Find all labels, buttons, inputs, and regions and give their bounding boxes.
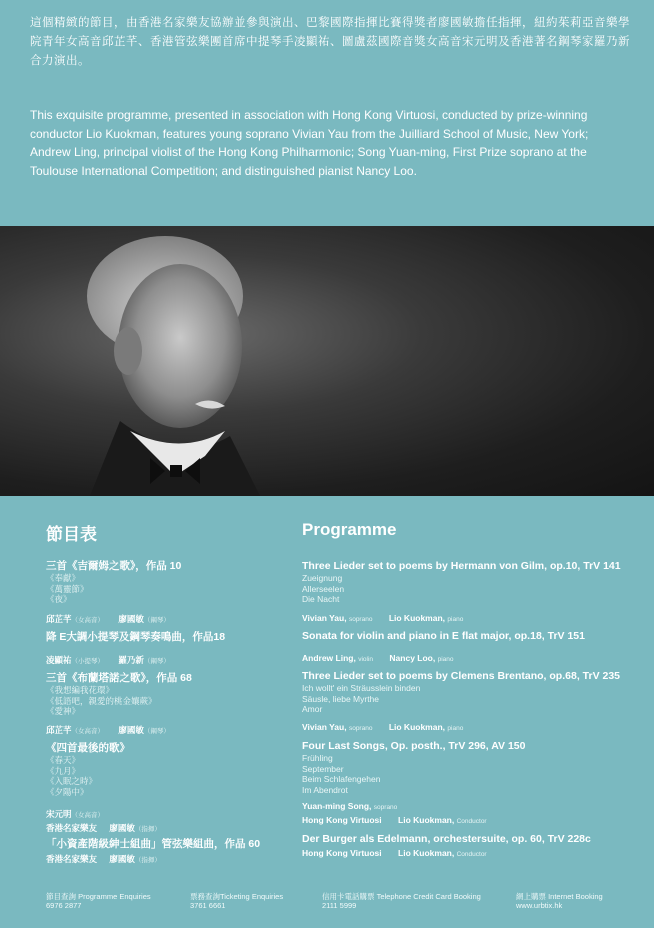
performer-role: violin — [358, 656, 374, 663]
performers-1-zh — [46, 613, 286, 627]
work-title: 三首《布蘭塔諾之歌》，作品 68 — [46, 672, 192, 684]
footer-ticketing-enquiries — [190, 892, 283, 910]
footer-programme-enquiries — [46, 892, 151, 910]
footer-value: 3761 6661 — [190, 901, 226, 910]
work-title: Four Last Songs, Op. posth., TrV 296, AV 150 — [302, 740, 526, 752]
footer-label: 票務查詢Ticketing Enquiries — [190, 892, 284, 901]
programme-chinese — [46, 520, 286, 864]
performers-1-en — [302, 612, 632, 626]
work-3-en — [302, 670, 620, 715]
performers-3-en — [302, 721, 632, 735]
footer-internet-booking — [516, 892, 603, 910]
performer-role: （鋼琴） — [143, 728, 170, 735]
footer-label: 節目查詢 Programme Enquiries — [46, 892, 151, 901]
performer-role: soprano — [348, 725, 373, 732]
performer-role: （指揮） — [134, 857, 161, 864]
performers-2-en — [302, 652, 632, 666]
programme-heading-zh: 節目表 — [46, 525, 97, 544]
performer-role: piano — [447, 616, 464, 623]
work-1-en — [302, 560, 621, 605]
song-item: 《低語吧，親愛的桃金孃蕨》 — [46, 695, 157, 706]
performer-name: Vivian Yau, — [302, 722, 347, 732]
performer-role: （鋼琴） — [143, 658, 170, 665]
song-item: 《我想編我花環》 — [46, 685, 115, 695]
footer-value: 2111 5999 — [322, 901, 357, 910]
song-item: 《春天》 — [46, 755, 81, 765]
portrait-illustration — [0, 226, 654, 496]
performer-name: Lio Kuokman, — [398, 848, 455, 858]
programme-english — [302, 520, 632, 858]
performer-name: 廖國敏 — [109, 854, 135, 864]
work-title: 降 E大調小提琴及鋼琴奏鳴曲，作品18 — [46, 631, 226, 643]
performer-name: 邱芷芊 — [46, 614, 72, 624]
performer-name: 羅乃新 — [118, 655, 144, 665]
footer-value[interactable]: www.urbtix.hk — [516, 901, 563, 910]
performer-role: （女高音） — [71, 728, 105, 735]
programme-heading-en: Programme — [302, 520, 397, 539]
work-4-en — [302, 740, 525, 795]
intro-chinese: 這個精緻的節目，由香港名家樂友協辦並參與演出、巴黎國際指揮比賽得獎者廖國敏擔任指揮，紐約茱莉亞音樂學院青年女高音邱芷芊、香港管弦樂團首席中提琴手凌顯祐、圖盧茲國際音獎女高音宋元明及香港著名鋼琴家羅乃新合力演出。 — [30, 17, 630, 67]
performer-role: （女高音） — [71, 812, 105, 819]
work-title: Three Lieder set to poems by Hermann von Gilm, op.10, TrV 141 — [302, 560, 621, 572]
song-item: Amor — [302, 704, 323, 714]
footer-label: 網上購票 Internet Booking — [516, 892, 603, 901]
song-item: Säusle, liebe Myrthe — [302, 693, 380, 704]
song-item: Ich wollt' ein Sträusslein binden — [302, 683, 421, 693]
performer-role: （指揮） — [134, 826, 161, 833]
performers-2-zh — [46, 654, 286, 668]
performer-name: Hong Kong Virtuosi — [302, 815, 382, 825]
performer-name: Lio Kuokman, — [388, 722, 446, 732]
song-item: 《九月》 — [46, 765, 81, 776]
performers-5-zh — [46, 853, 286, 867]
performer-role: （小提琴） — [71, 658, 105, 665]
performer-name: 凌顯祐 — [46, 655, 72, 665]
performer-name: 香港名家樂友 — [46, 823, 98, 833]
performer-name: 廖國敏 — [118, 725, 144, 735]
performer-name: Andrew Ling, — [302, 653, 356, 663]
intro-english: This exquisite programme, presented in association with Hong Kong Virtuosi, conducted by prize-winning conductor Lio Kuokman, features young soprano Vivian Yau from the Juilliard School of Music, New York; Andrew Ling, principal violist of the Hong Kong Philharmonic; Song Yuan-ming, First Prize soprano at the Toulouse International Competition; and distinguished pianist Nancy Loo. — [30, 108, 589, 178]
song-item: September — [302, 763, 344, 774]
performer-name: Yuan-ming Song, — [302, 801, 372, 811]
song-item: 《萬靈節》 — [46, 583, 89, 594]
song-item: Frühling — [302, 753, 333, 763]
song-item: 《奉獻》 — [46, 573, 81, 583]
song-item: Allerseelen — [302, 583, 345, 594]
performer-role: soprano — [373, 804, 398, 811]
performer-name: Lio Kuokman, — [398, 815, 455, 825]
footer-credit-card-booking — [322, 892, 481, 910]
portrait-photo — [0, 226, 654, 496]
performers-5-en — [302, 847, 632, 861]
song-item: 《夕陽中》 — [46, 786, 89, 797]
performer-name: 廖國敏 — [109, 823, 135, 833]
performer-name: 廖國敏 — [118, 614, 144, 624]
work-4-zh — [46, 742, 130, 797]
work-1-zh — [46, 560, 181, 605]
work-title: Sonata for violin and piano in E flat major, op.18, TrV 151 — [302, 630, 585, 642]
song-item: 《夜》 — [46, 594, 72, 604]
performer-name: Vivian Yau, — [302, 613, 347, 623]
song-item: Beim Schlafengehen — [302, 774, 381, 784]
song-item: 《愛神》 — [46, 706, 81, 716]
performer-role: piano — [437, 656, 454, 663]
performer-role: Conductor — [456, 818, 487, 825]
performer-name: Hong Kong Virtuosi — [302, 848, 382, 858]
performer-name: 邱芷芊 — [46, 725, 72, 735]
performer-name: Nancy Loo, — [389, 653, 436, 663]
song-item: 《入眠之時》 — [46, 776, 98, 786]
performer-role: soprano — [348, 616, 373, 623]
work-title: 《四首最後的歌》 — [46, 742, 130, 754]
song-item: Zueignung — [302, 573, 343, 583]
intro-section — [30, 14, 630, 178]
footer-label: 信用卡電話購票 Telephone Credit Card Booking — [322, 892, 481, 901]
performers-4-zh — [46, 808, 286, 836]
performer-role: Conductor — [456, 851, 487, 858]
footer-value: 6976 2877 — [46, 901, 82, 910]
performer-name: 香港名家樂友 — [46, 854, 98, 864]
performer-role: （女高音） — [71, 617, 105, 624]
work-3-zh — [46, 672, 192, 717]
work-title: Three Lieder set to poems by Clemens Brentano, op.68, TrV 235 — [302, 670, 621, 682]
song-item: Im Abendrot — [302, 784, 348, 795]
song-item: Die Nacht — [302, 594, 340, 604]
work-title: Der Burger als Edelmann, orchestersuite, op. 60, TrV 228c — [302, 833, 591, 845]
work-title: 三首《吉爾姆之歌》，作品 10 — [46, 560, 182, 572]
work-title: 「小資產階級紳士組曲」管弦樂組曲，作品 60 — [46, 838, 261, 850]
performers-4-en — [302, 800, 632, 828]
performer-name: 宋元明 — [46, 809, 72, 819]
performer-role: piano — [447, 725, 464, 732]
performer-role: （鋼琴） — [143, 617, 170, 624]
performer-name: Lio Kuokman, — [388, 613, 446, 623]
performers-3-zh — [46, 724, 286, 738]
